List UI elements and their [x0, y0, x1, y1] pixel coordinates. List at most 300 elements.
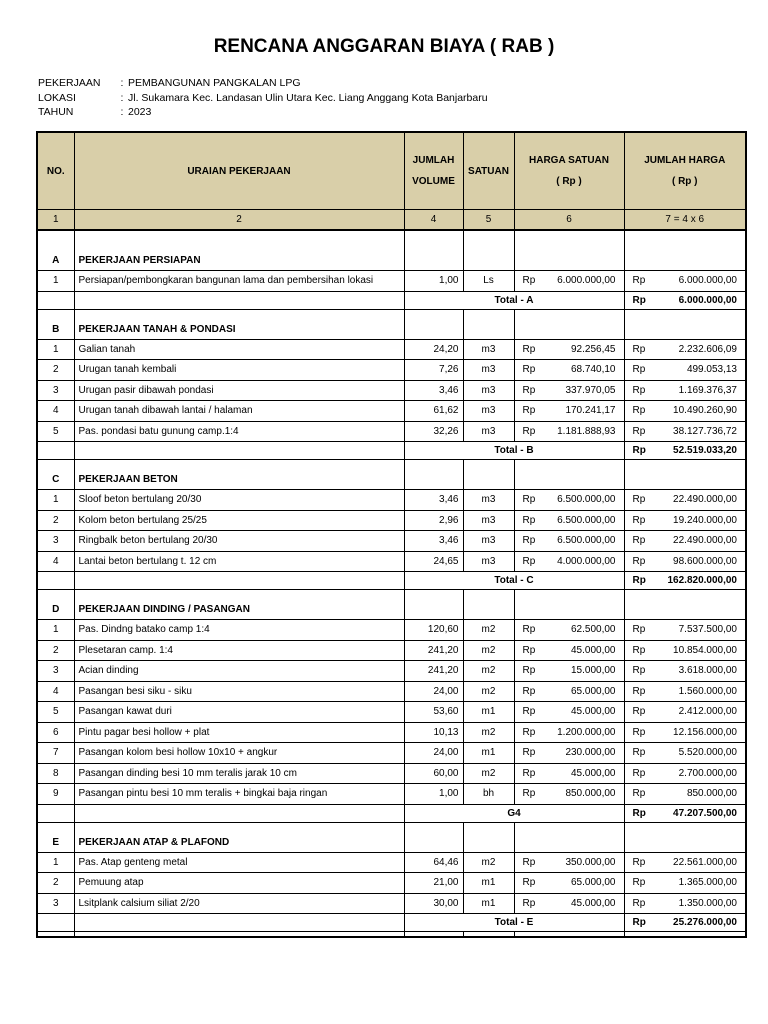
item-description: Urugan pasir dibawah pondasi — [74, 380, 404, 401]
item-unit-price — [514, 743, 624, 764]
item-description: Pasangan besi siku - siku — [74, 681, 404, 702]
section-row — [37, 822, 746, 852]
item-unit-price — [514, 893, 624, 914]
item-no: 5 — [37, 702, 74, 723]
currency-label: Rp — [522, 665, 536, 677]
item-total-price — [624, 702, 746, 723]
item-volume: 1,00 — [404, 271, 463, 292]
section-code: C — [37, 460, 74, 490]
item-volume: 61,62 — [404, 401, 463, 422]
item-unit: m3 — [463, 551, 514, 572]
col-number: 6 — [514, 210, 624, 231]
item-unit-price — [514, 360, 624, 381]
amount-value: 68.740,10 — [571, 364, 616, 376]
section-name: PEKERJAAN BETON — [74, 460, 404, 490]
item-total-price — [624, 380, 746, 401]
header-jumlah-volume: JUMLAH VOLUME — [404, 132, 463, 210]
item-volume: 241,20 — [404, 661, 463, 682]
item-unit-price — [514, 722, 624, 743]
item-description: Urugan tanah dibawah lantai / halaman — [74, 401, 404, 422]
section-total-label: G4 — [404, 804, 624, 822]
item-volume: 24,00 — [404, 743, 463, 764]
section-total-row — [37, 291, 746, 309]
section-total-row — [37, 804, 746, 822]
table-row — [37, 360, 746, 381]
item-description: Kolom beton bertulang 25/25 — [74, 510, 404, 531]
empty-cell — [74, 442, 404, 460]
amount-value: 22.490.000,00 — [673, 494, 737, 506]
currency-label: Rp — [632, 555, 646, 567]
item-unit-price — [514, 510, 624, 531]
currency-label: Rp — [632, 535, 646, 547]
amount-value: 25.276.000,00 — [673, 917, 737, 928]
amount-value: 6.500.000,00 — [557, 514, 616, 526]
item-unit: m3 — [463, 401, 514, 422]
meta-key: LOKASI — [38, 91, 76, 104]
item-unit-price — [514, 339, 624, 360]
section-code: B — [37, 309, 74, 339]
currency-label: Rp — [632, 665, 646, 677]
currency-label: Rp — [522, 425, 536, 437]
currency-label: Rp — [522, 343, 536, 355]
item-unit: m2 — [463, 681, 514, 702]
meta-value: PEMBANGUNAN PANGKALAN LPG — [128, 77, 301, 89]
empty-cell — [624, 932, 746, 938]
amount-value: 98.600.000,00 — [673, 555, 737, 567]
section-total-row — [37, 442, 746, 460]
empty-cell — [404, 932, 463, 938]
item-no: 1 — [37, 271, 74, 292]
amount-value: 230.000,00 — [565, 747, 616, 759]
currency-label: Rp — [632, 706, 646, 718]
currency-label: Rp — [522, 535, 536, 547]
item-unit: m1 — [463, 743, 514, 764]
currency-label: Rp — [632, 384, 646, 396]
empty-cell — [463, 590, 514, 620]
currency-label: Rp — [632, 275, 646, 287]
currency-label: Rp — [632, 445, 646, 456]
currency-label: Rp — [522, 384, 536, 396]
item-unit-price — [514, 421, 624, 442]
table-row — [37, 763, 746, 784]
amount-value: 45.000,00 — [571, 897, 616, 909]
table-row — [37, 551, 746, 572]
item-unit-price — [514, 271, 624, 292]
section-name: PEKERJAAN ATAP & PLAFOND — [74, 822, 404, 852]
amount-value: 2.700.000,00 — [678, 767, 737, 779]
item-no: 9 — [37, 784, 74, 805]
item-unit-price — [514, 661, 624, 682]
item-total-price — [624, 510, 746, 531]
amount-value: 1.350.000,00 — [678, 897, 737, 909]
amount-value: 6.500.000,00 — [557, 535, 616, 547]
item-volume: 3,46 — [404, 380, 463, 401]
item-unit: m3 — [463, 360, 514, 381]
table-row — [37, 743, 746, 764]
section-total-value — [624, 914, 746, 932]
currency-label: Rp — [632, 897, 646, 909]
item-unit: m2 — [463, 661, 514, 682]
meta-row-tahun: TAHUN : 2023 — [38, 106, 152, 118]
item-total-price — [624, 722, 746, 743]
meta-value: 2023 — [128, 106, 152, 118]
item-description: Pemuung atap — [74, 873, 404, 894]
amount-value: 10.854.000,00 — [673, 644, 737, 656]
currency-label: Rp — [522, 405, 536, 417]
item-unit: m3 — [463, 510, 514, 531]
item-total-price — [624, 893, 746, 914]
currency-label: Rp — [632, 807, 646, 819]
currency-label: Rp — [632, 644, 646, 656]
empty-cell — [404, 230, 463, 271]
empty-cell — [74, 804, 404, 822]
item-total-price — [624, 551, 746, 572]
empty-cell — [514, 590, 624, 620]
currency-label: Rp — [632, 788, 646, 800]
amount-value: 15.000,00 — [571, 665, 616, 677]
amount-value: 47.207.500,00 — [673, 807, 737, 819]
currency-label: Rp — [632, 575, 646, 586]
amount-value: 3.618.000,00 — [678, 665, 737, 677]
table-row — [37, 510, 746, 531]
empty-cell — [463, 309, 514, 339]
item-no: 2 — [37, 640, 74, 661]
item-volume: 24,00 — [404, 681, 463, 702]
table-end-row — [37, 932, 746, 938]
currency-label: Rp — [632, 747, 646, 759]
section-total-value — [624, 442, 746, 460]
item-description: Urugan tanah kembali — [74, 360, 404, 381]
col-number: 7 = 4 x 6 — [624, 210, 746, 231]
amount-value: 170.241,17 — [565, 405, 616, 417]
currency-label: Rp — [522, 364, 536, 376]
item-unit: bh — [463, 784, 514, 805]
item-no: 3 — [37, 531, 74, 552]
amount-value: 7.537.500,00 — [678, 624, 737, 636]
empty-cell — [404, 590, 463, 620]
amount-value: 499.053,13 — [686, 364, 737, 376]
item-no: 6 — [37, 722, 74, 743]
amount-value: 10.490.260,90 — [673, 405, 737, 417]
amount-value: 1.200.000,00 — [557, 726, 616, 738]
item-volume: 32,26 — [404, 421, 463, 442]
item-unit-price — [514, 873, 624, 894]
meta-row-pekerjaan: PEKERJAAN : PEMBANGUNAN PANGKALAN LPG — [38, 77, 301, 89]
section-total-row — [37, 572, 746, 590]
table-row — [37, 661, 746, 682]
item-no: 1 — [37, 852, 74, 873]
item-description: Pasangan kolom besi hollow 10x10 + angkur — [74, 743, 404, 764]
rab-table — [36, 131, 747, 938]
currency-label: Rp — [632, 514, 646, 526]
header-jumlah-harga: JUMLAH HARGA ( Rp ) — [624, 132, 746, 210]
header-harga-satuan: HARGA SATUAN ( Rp ) — [514, 132, 624, 210]
item-unit: m2 — [463, 722, 514, 743]
item-no: 3 — [37, 893, 74, 914]
amount-value: 350.000,00 — [565, 856, 616, 868]
item-description: Plesetaran camp. 1:4 — [74, 640, 404, 661]
item-description: Acian dinding — [74, 661, 404, 682]
amount-value: 337.970,05 — [565, 384, 616, 396]
table-row — [37, 339, 746, 360]
empty-cell — [624, 822, 746, 852]
currency-label: Rp — [522, 685, 536, 697]
item-unit-price — [514, 763, 624, 784]
empty-cell — [624, 590, 746, 620]
item-no: 8 — [37, 763, 74, 784]
currency-label: Rp — [632, 405, 646, 417]
empty-cell — [404, 309, 463, 339]
section-total-row — [37, 914, 746, 932]
amount-value: 6.500.000,00 — [557, 494, 616, 506]
item-no: 4 — [37, 401, 74, 422]
currency-label: Rp — [522, 644, 536, 656]
item-total-price — [624, 421, 746, 442]
item-volume: 7,26 — [404, 360, 463, 381]
item-no: 1 — [37, 620, 74, 641]
item-volume: 24,65 — [404, 551, 463, 572]
currency-label: Rp — [632, 364, 646, 376]
currency-label: Rp — [522, 788, 536, 800]
item-volume: 10,13 — [404, 722, 463, 743]
empty-cell — [463, 822, 514, 852]
col-number: 1 — [37, 210, 74, 231]
currency-label: Rp — [632, 726, 646, 738]
item-no: 2 — [37, 360, 74, 381]
item-description: Galian tanah — [74, 339, 404, 360]
item-total-price — [624, 620, 746, 641]
currency-label: Rp — [632, 494, 646, 506]
amount-value: 19.240.000,00 — [673, 514, 737, 526]
item-total-price — [624, 339, 746, 360]
table-row — [37, 271, 746, 292]
table-row — [37, 873, 746, 894]
amount-value: 92.256,45 — [571, 343, 616, 355]
item-description: Pintu pagar besi hollow + plat — [74, 722, 404, 743]
item-volume: 2,96 — [404, 510, 463, 531]
document-title: RENCANA ANGGARAN BIAYA ( RAB ) — [213, 36, 555, 57]
empty-cell — [74, 914, 404, 932]
item-volume: 24,20 — [404, 339, 463, 360]
section-name: PEKERJAAN DINDING / PASANGAN — [74, 590, 404, 620]
item-unit-price — [514, 640, 624, 661]
section-total-label: Total - B — [404, 442, 624, 460]
amount-value: 45.000,00 — [571, 767, 616, 779]
currency-label: Rp — [632, 917, 646, 928]
empty-cell — [37, 572, 74, 590]
amount-value: 6.000.000,00 — [678, 294, 737, 306]
item-description: Pas. Atap genteng metal — [74, 852, 404, 873]
amount-value: 162.820.000,00 — [667, 575, 737, 586]
item-unit-price — [514, 380, 624, 401]
currency-label: Rp — [522, 726, 536, 738]
empty-cell — [74, 572, 404, 590]
table-row — [37, 702, 746, 723]
item-no: 5 — [37, 421, 74, 442]
item-total-price — [624, 490, 746, 511]
meta-row-lokasi: LOKASI : Jl. Sukamara Kec. Landasan Ulin Utara Kec. Liang Anggang Kota Banjarbaru — [38, 91, 488, 104]
empty-cell — [74, 932, 404, 938]
empty-cell — [514, 822, 624, 852]
item-no: 2 — [37, 873, 74, 894]
rab-body — [37, 230, 746, 937]
item-unit-price — [514, 852, 624, 873]
section-code: E — [37, 822, 74, 852]
item-unit-price — [514, 620, 624, 641]
item-volume: 1,00 — [404, 784, 463, 805]
amount-value: 38.127.736,72 — [673, 425, 737, 437]
item-total-price — [624, 763, 746, 784]
col-number: 4 — [404, 210, 463, 231]
amount-value: 1.169.376,37 — [678, 384, 737, 396]
table-row — [37, 490, 746, 511]
section-code: D — [37, 590, 74, 620]
currency-label: Rp — [522, 494, 536, 506]
meta-key: TAHUN — [38, 106, 74, 118]
item-description: Ringbalk beton bertulang 20/30 — [74, 531, 404, 552]
table-row — [37, 421, 746, 442]
item-total-price — [624, 784, 746, 805]
amount-value: 850.000,00 — [565, 788, 616, 800]
item-volume: 3,46 — [404, 531, 463, 552]
currency-label: Rp — [522, 555, 536, 567]
currency-label: Rp — [522, 747, 536, 759]
item-unit: m3 — [463, 339, 514, 360]
section-name: PEKERJAAN TANAH & PONDASI — [74, 309, 404, 339]
item-total-price — [624, 873, 746, 894]
item-volume: 30,00 — [404, 893, 463, 914]
item-description: Lantai beton bertulang t. 12 cm — [74, 551, 404, 572]
section-total-label: Total - A — [404, 291, 624, 309]
item-unit: m3 — [463, 531, 514, 552]
table-row — [37, 852, 746, 873]
section-row — [37, 590, 746, 620]
item-unit-price — [514, 784, 624, 805]
amount-value: 850.000,00 — [686, 788, 737, 800]
currency-label: Rp — [522, 856, 536, 868]
amount-value: 2.232.606,09 — [678, 343, 737, 355]
item-description: Pasangan dinding besi 10 mm teralis jarak 10 cm — [74, 763, 404, 784]
amount-value: 45.000,00 — [571, 644, 616, 656]
item-unit-price — [514, 551, 624, 572]
item-description: Pas. Dindng batako camp 1:4 — [74, 620, 404, 641]
item-total-price — [624, 743, 746, 764]
item-no: 4 — [37, 681, 74, 702]
meta-value: Jl. Sukamara Kec. Landasan Ulin Utara Kec. Liang Anggang Kota Banjarbaru — [128, 91, 488, 104]
item-unit: m3 — [463, 421, 514, 442]
item-description: Lsitplank calsium siliat 2/20 — [74, 893, 404, 914]
item-description: Pasangan pintu besi 10 mm teralis + bingkai baja ringan — [74, 784, 404, 805]
amount-value: 5.520.000,00 — [678, 747, 737, 759]
currency-label: Rp — [632, 294, 646, 306]
currency-label: Rp — [522, 897, 536, 909]
item-total-price — [624, 271, 746, 292]
item-unit: m1 — [463, 873, 514, 894]
amount-value: 12.156.000,00 — [673, 726, 737, 738]
amount-value: 65.000,00 — [571, 685, 616, 697]
table-row — [37, 531, 746, 552]
item-total-price — [624, 360, 746, 381]
empty-cell — [74, 291, 404, 309]
item-unit: m2 — [463, 763, 514, 784]
section-total-value — [624, 572, 746, 590]
empty-cell — [37, 291, 74, 309]
currency-label: Rp — [632, 343, 646, 355]
project-info — [38, 76, 488, 120]
currency-label: Rp — [522, 275, 536, 287]
amount-value: 65.000,00 — [571, 877, 616, 889]
currency-label: Rp — [632, 624, 646, 636]
header-satuan: SATUAN — [463, 132, 514, 210]
empty-cell — [514, 460, 624, 490]
item-volume: 120,60 — [404, 620, 463, 641]
empty-cell — [624, 230, 746, 271]
table-row — [37, 784, 746, 805]
amount-value: 52.519.033,20 — [673, 445, 737, 456]
item-volume: 21,00 — [404, 873, 463, 894]
item-total-price — [624, 661, 746, 682]
currency-label: Rp — [632, 425, 646, 437]
currency-label: Rp — [522, 706, 536, 718]
table-row — [37, 893, 746, 914]
item-unit: Ls — [463, 271, 514, 292]
item-description: Sloof beton bertulang 20/30 — [74, 490, 404, 511]
meta-key: PEKERJAAN — [38, 77, 101, 89]
empty-cell — [404, 822, 463, 852]
item-description: Pasangan kawat duri — [74, 702, 404, 723]
item-total-price — [624, 531, 746, 552]
section-total-label: Total - C — [404, 572, 624, 590]
item-volume: 3,46 — [404, 490, 463, 511]
item-volume: 60,00 — [404, 763, 463, 784]
amount-value: 22.490.000,00 — [673, 535, 737, 547]
item-no: 2 — [37, 510, 74, 531]
table-row — [37, 681, 746, 702]
empty-cell — [514, 309, 624, 339]
item-total-price — [624, 681, 746, 702]
currency-label: Rp — [522, 624, 536, 636]
item-unit: m2 — [463, 620, 514, 641]
item-unit-price — [514, 490, 624, 511]
amount-value: 6.000.000,00 — [557, 275, 616, 287]
amount-value: 22.561.000,00 — [673, 856, 737, 868]
col-number: 5 — [463, 210, 514, 231]
item-no: 3 — [37, 661, 74, 682]
currency-label: Rp — [632, 685, 646, 697]
currency-label: Rp — [522, 877, 536, 889]
amount-value: 4.000.000,00 — [557, 555, 616, 567]
amount-value: 1.365.000,00 — [678, 877, 737, 889]
item-unit: m1 — [463, 893, 514, 914]
empty-cell — [624, 460, 746, 490]
item-description: Pas. pondasi batu gunung camp.1:4 — [74, 421, 404, 442]
item-description: Persiapan/pembongkaran bangunan lama dan pembersihan lokasi — [74, 271, 404, 292]
section-name: PEKERJAAN PERSIAPAN — [74, 230, 404, 271]
empty-cell — [463, 460, 514, 490]
item-unit: m3 — [463, 490, 514, 511]
item-volume: 64,46 — [404, 852, 463, 873]
section-total-label: Total - E — [404, 914, 624, 932]
item-no: 4 — [37, 551, 74, 572]
item-volume: 53,60 — [404, 702, 463, 723]
table-row — [37, 640, 746, 661]
item-unit: m2 — [463, 852, 514, 873]
empty-cell — [37, 442, 74, 460]
amount-value: 1.181.888,93 — [557, 425, 616, 437]
item-no: 1 — [37, 490, 74, 511]
currency-label: Rp — [632, 877, 646, 889]
amount-value: 62.500,00 — [571, 624, 616, 636]
